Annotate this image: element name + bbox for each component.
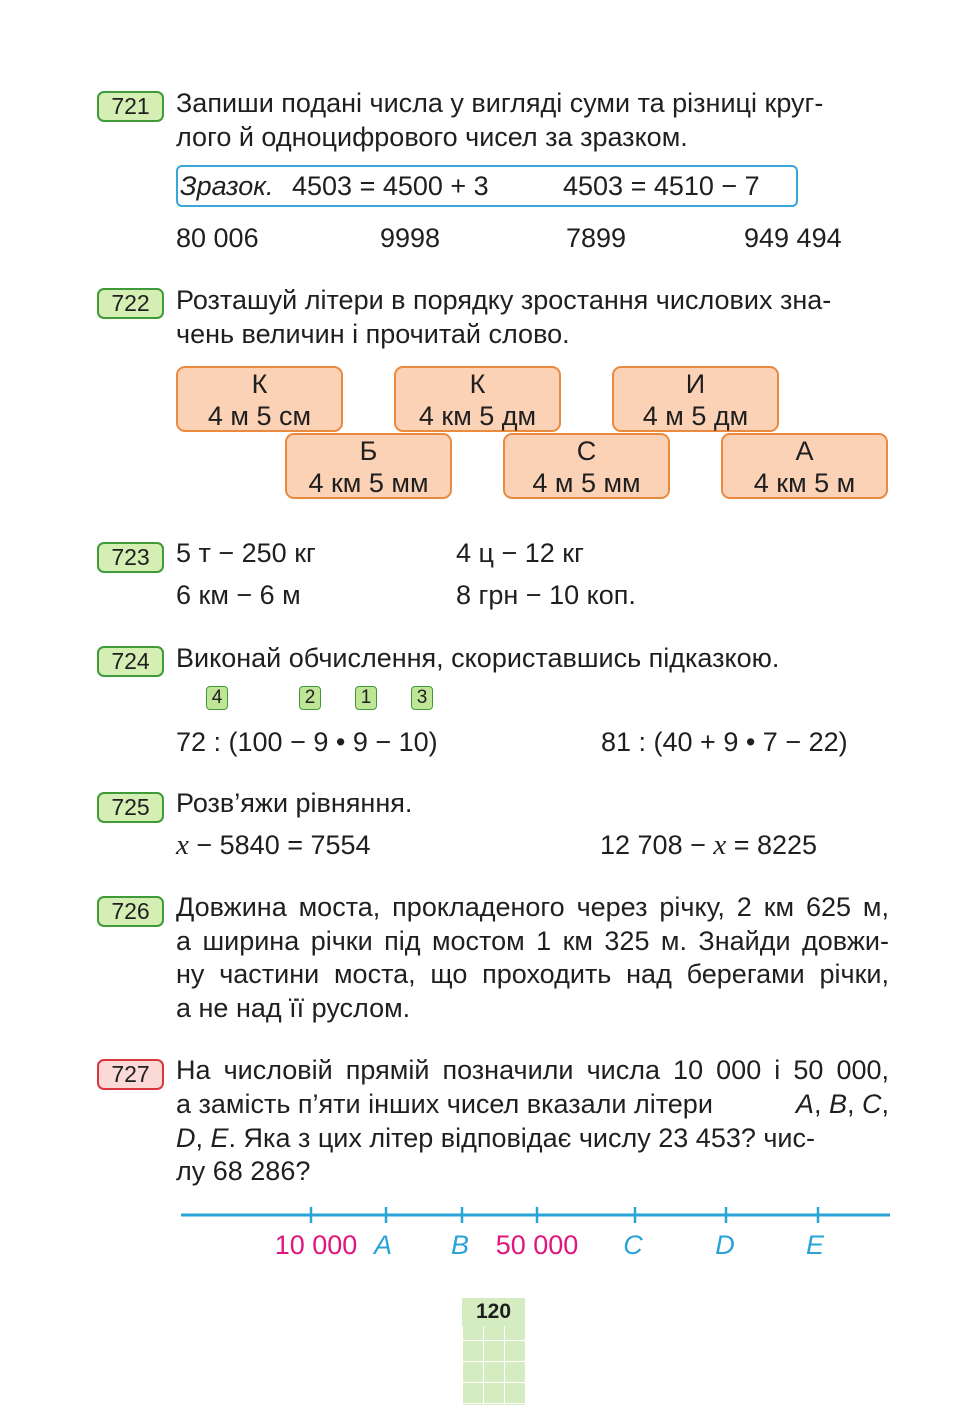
task-727-line1: На числовій прямій позначили числа 10 000 і 50 000, xyxy=(176,1055,889,1085)
card-letter: С xyxy=(576,436,597,466)
letter-C: C xyxy=(861,1089,882,1119)
number-item: 949 494 xyxy=(744,223,842,253)
task-727-line2 xyxy=(176,1087,889,1121)
task-726-line: Довжина моста, прокладеного через річку, 2 км 625 м, xyxy=(176,892,889,922)
order-hint: 4 xyxy=(206,686,228,710)
task-722-text-line2: чень величин і прочитай слово. xyxy=(176,319,570,349)
order-hint: 3 xyxy=(411,686,433,710)
task-number-727: 727 xyxy=(97,1059,164,1090)
letter-card xyxy=(721,433,888,499)
equation-rest: = 8225 xyxy=(726,830,818,860)
number-item: 9998 xyxy=(380,223,441,253)
task-727-line3: D, E. Яка з цих літер відповідає числу 23 453? чис- xyxy=(176,1123,816,1153)
task-number-721: 721 xyxy=(97,91,164,122)
equation-variable: x xyxy=(713,829,727,861)
number-line-label: E xyxy=(805,1230,825,1260)
task-721-text-line1: Запиши подані числа у вигляді суми та різниці круг- xyxy=(176,88,824,118)
page-number: 120 xyxy=(462,1298,525,1326)
order-hint: 1 xyxy=(355,686,377,710)
task-722-text-line1: Розташуй літери в порядку зростання числових зна- xyxy=(176,285,832,315)
letter-B: B xyxy=(828,1089,847,1119)
task-number-724: 724 xyxy=(97,646,164,677)
line2-text: а замість п’яти інших чисел вказали літери xyxy=(176,1089,721,1119)
number-item: 7899 xyxy=(566,223,627,253)
card-value: 4 м 5 дм xyxy=(642,401,749,431)
number-line-label: D xyxy=(715,1230,735,1260)
letter-D: D xyxy=(176,1123,196,1153)
task-number-725: 725 xyxy=(97,792,164,823)
equation-1 xyxy=(176,828,371,862)
letter-A: A xyxy=(795,1089,814,1119)
number-line-label: B xyxy=(450,1230,470,1260)
task-726-line: а не над її руслом. xyxy=(176,993,411,1023)
card-value: 4 м 5 см xyxy=(207,401,312,431)
task-726-line: а ширина річки під мостом 1 км 325 м. Знайди довжи- xyxy=(176,926,889,956)
sample-label: Зразок. xyxy=(180,171,274,201)
task-721-text-line2: лого й одноцифрового чисел за зразком. xyxy=(176,122,688,152)
card-value: 4 км 5 дм xyxy=(418,401,537,431)
task-number-726: 726 xyxy=(97,896,164,927)
letter-E: E xyxy=(210,1123,229,1153)
card-letter: К xyxy=(469,369,486,399)
letter-card xyxy=(285,433,452,499)
expression-item: 5 т − 250 кг xyxy=(176,538,316,568)
task-number-722: 722 xyxy=(97,288,164,319)
task-726-line: ну частини моста, що проходить над берегами річки, xyxy=(176,959,889,989)
card-value: 4 км 5 мм xyxy=(308,468,429,498)
letter-card xyxy=(612,366,779,432)
number-item: 80 006 xyxy=(176,223,259,253)
card-letter: И xyxy=(685,369,706,399)
number-line-label: 10 000 xyxy=(274,1230,358,1260)
task-727-line2-words xyxy=(176,1087,796,1121)
letter-card xyxy=(176,366,343,432)
letter-card xyxy=(394,366,561,432)
number-line-label: A xyxy=(373,1230,393,1260)
letter-card xyxy=(503,433,670,499)
equation-variable: x xyxy=(176,829,189,861)
equation-rest: − 5840 = 7554 xyxy=(188,830,371,860)
task-724-text: Виконай обчислення, скориставшись підказкою. xyxy=(176,643,780,673)
equation-prefix: 12 708 − xyxy=(600,830,714,860)
expression-1: 72 : (100 − 9 • 9 − 10) xyxy=(176,727,438,757)
card-letter: К xyxy=(251,369,268,399)
expression-item: 6 км − 6 м xyxy=(176,580,301,610)
number-line xyxy=(0,1200,963,1230)
line2-letters: A, B, C, xyxy=(795,1089,889,1119)
order-hint: 2 xyxy=(299,686,321,710)
card-value: 4 м 5 мм xyxy=(532,468,641,498)
number-line-label: 50 000 xyxy=(495,1230,579,1260)
expression-item: 8 грн − 10 коп. xyxy=(456,580,636,610)
task-727-line4: лу 68 286? xyxy=(176,1156,311,1186)
sample-equation-1: 4503 = 4500 + 3 xyxy=(292,171,489,201)
expression-2: 81 : (40 + 9 • 7 − 22) xyxy=(601,727,848,757)
expression-item: 4 ц − 12 кг xyxy=(456,538,584,568)
line3-text: . Яка з цих літер відповідає числу 23 453? чис- xyxy=(228,1123,816,1153)
card-letter: Б xyxy=(359,436,378,466)
number-line-label: C xyxy=(623,1230,643,1260)
card-value: 4 км 5 м xyxy=(753,468,856,498)
card-letter: А xyxy=(795,436,814,466)
task-725-text: Розв’яжи рівняння. xyxy=(176,788,413,818)
task-number-723: 723 xyxy=(97,542,164,573)
equation-2 xyxy=(600,828,817,862)
sample-equation-2: 4503 = 4510 − 7 xyxy=(563,171,760,201)
